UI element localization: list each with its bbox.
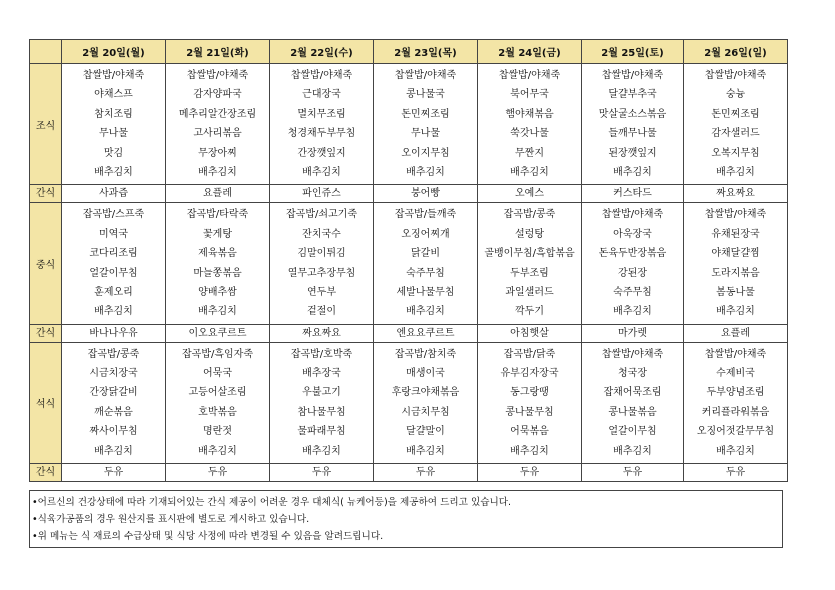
day-header: 2월 21일(화) <box>166 40 270 64</box>
menu-item: 된장깻잎지 <box>608 147 657 159</box>
menu-item: 배추김치 <box>510 445 549 457</box>
meal-row <box>30 203 788 324</box>
menu-item: 콩나물국 <box>406 89 445 101</box>
menu-item: 열무고추장무침 <box>287 267 356 279</box>
menu-item: 겉절이 <box>307 306 336 318</box>
menu-item: 배추김치 <box>406 306 445 318</box>
menu-item: 배추김치 <box>198 445 237 457</box>
menu-item: 두부조림 <box>510 267 549 279</box>
menu-item: 잡곡밥/쇠고기죽 <box>286 209 357 221</box>
meal-cell <box>478 203 582 324</box>
note-line: •어르신의 건강상태에 따라 기재되어있는 간식 제공이 어려운 경우 대체식( 뉴케어등)을 제공하여 드리고 있습니다. <box>32 497 512 508</box>
meal-label: 간식 <box>30 185 62 203</box>
meal-label: 간식 <box>30 324 62 342</box>
menu-item: 숙주무침 <box>406 267 445 279</box>
menu-item: 콩나물무침 <box>505 406 554 418</box>
menu-item: 잡곡밥/스프죽 <box>82 209 145 221</box>
menu-item: 배추김치 <box>302 166 341 178</box>
menu-item: 배추김치 <box>406 166 445 178</box>
meal-row <box>30 342 788 463</box>
meal-cell <box>166 342 270 463</box>
menu-item: 참치조림 <box>94 108 133 120</box>
menu-item: 북어무국 <box>510 89 549 101</box>
meal-cell <box>62 203 166 324</box>
menu-item: 간장닭갈비 <box>89 387 138 399</box>
menu-item: 잡곡밥/콩죽 <box>503 209 556 221</box>
menu-item: 얼갈이무침 <box>608 426 657 438</box>
menu-item: 잡곡밥/흑임자죽 <box>182 348 253 360</box>
menu-item: 간장깻잎지 <box>297 147 346 159</box>
day-header: 2월 20일(월) <box>62 40 166 64</box>
menu-item: 잡곡밥/호박죽 <box>290 348 353 360</box>
menu-item: 무장아찌 <box>198 147 237 159</box>
menu-item: 멸치무조림 <box>297 108 346 120</box>
menu-item: 돈민찌조림 <box>401 108 450 120</box>
menu-item: 김말이튀김 <box>297 248 346 260</box>
menu-item: 골뱅이무침/흑합볶음 <box>484 248 575 260</box>
snack-cell: 엔요요쿠르트 <box>374 324 478 342</box>
meal-cell <box>62 342 166 463</box>
menu-item: 얼갈이무침 <box>89 267 138 279</box>
note-line: •식육가공품의 경우 원산지를 표시판에 별도로 게시하고 있습니다. <box>32 514 310 525</box>
menu-item: 고등어살조림 <box>188 387 247 399</box>
menu-item: 두부양념조림 <box>706 387 765 399</box>
menu-item: 배추김치 <box>613 306 652 318</box>
menu-item: 배추김치 <box>302 445 341 457</box>
menu-item: 오징어젓갈무무침 <box>696 426 775 438</box>
menu-item: 배추김치 <box>198 306 237 318</box>
snack-cell: 두유 <box>166 464 270 482</box>
menu-item: 참나물무침 <box>297 406 346 418</box>
snack-cell: 두유 <box>582 464 684 482</box>
menu-item: 아욱장국 <box>613 228 652 240</box>
meal-label: 중식 <box>30 203 62 324</box>
meal-cell <box>62 64 166 185</box>
menu-item: 시금치장국 <box>89 368 138 380</box>
menu-item: 물파래무침 <box>297 426 346 438</box>
menu-item: 매생이국 <box>406 368 445 380</box>
menu-item: 야채달걀찜 <box>711 248 760 260</box>
menu-item: 맛김 <box>103 147 124 159</box>
menu-item: 배추김치 <box>94 166 133 178</box>
snack-cell: 마가렛 <box>582 324 684 342</box>
menu-item: 찹쌀밥/야채죽 <box>704 209 767 221</box>
menu-item: 쑥갓나물 <box>510 128 549 140</box>
menu-item: 돈육두반장볶음 <box>598 248 667 260</box>
snack-cell: 오예스 <box>478 185 582 203</box>
meal-label: 조식 <box>30 64 62 185</box>
menu-item: 유채된장국 <box>711 228 760 240</box>
meal-cell <box>478 342 582 463</box>
menu-item: 찹쌀밥/야채죽 <box>704 348 767 360</box>
meal-label: 간식 <box>30 464 62 482</box>
menu-item: 배추김치 <box>198 166 237 178</box>
menu-body <box>30 64 788 482</box>
snack-cell: 두유 <box>270 464 374 482</box>
menu-item: 배추장국 <box>302 368 341 380</box>
menu-item: 어묵국 <box>203 368 232 380</box>
menu-item: 야채스프 <box>94 89 133 101</box>
menu-item: 세발나물무침 <box>396 286 455 298</box>
menu-item: 도라지볶음 <box>711 267 760 279</box>
menu-item: 명란젓 <box>203 426 232 438</box>
meal-cell <box>270 203 374 324</box>
menu-item: 콩나물볶음 <box>608 406 657 418</box>
menu-item: 배추김치 <box>716 166 755 178</box>
menu-item: 잡곡밥/타락죽 <box>186 209 249 221</box>
menu-item: 무짠지 <box>515 147 544 159</box>
menu-item: 양배추쌈 <box>198 286 237 298</box>
menu-item: 잔치국수 <box>302 228 341 240</box>
notes-box <box>29 490 783 548</box>
menu-item: 후랑크야채볶음 <box>391 387 460 399</box>
meal-cell <box>684 64 788 185</box>
menu-item: 근대장국 <box>302 89 341 101</box>
menu-item: 찹쌀밥/야채죽 <box>82 70 145 81</box>
menu-item: 감자샐러드 <box>711 128 760 140</box>
menu-item: 배추김치 <box>94 445 133 457</box>
meal-cell <box>374 342 478 463</box>
menu-item: 숭늉 <box>725 89 746 101</box>
snack-cell: 짜요짜요 <box>684 185 788 203</box>
menu-item: 강된장 <box>618 267 647 279</box>
meal-cell <box>684 342 788 463</box>
menu-item: 찹쌀밥/야채죽 <box>498 70 561 81</box>
menu-item: 달걀말이 <box>406 426 445 438</box>
snack-row <box>30 324 788 342</box>
day-header: 2월 25일(토) <box>582 40 684 64</box>
menu-item: 오징어찌개 <box>401 228 450 240</box>
menu-item: 잡채어묵조림 <box>603 387 662 399</box>
snack-cell: 두유 <box>62 464 166 482</box>
menu-item: 잡곡밥/콩죽 <box>87 348 140 360</box>
menu-item: 찹쌀밥/야채죽 <box>704 70 767 81</box>
menu-item: 배추김치 <box>613 445 652 457</box>
menu-item: 호박볶음 <box>198 406 237 418</box>
meal-row <box>30 64 788 185</box>
day-header: 2월 22일(수) <box>270 40 374 64</box>
meal-cell <box>478 64 582 185</box>
snack-cell: 요플레 <box>684 324 788 342</box>
menu-item: 배추김치 <box>94 306 133 318</box>
menu-item: 깍두기 <box>515 306 544 318</box>
menu-item: 훈제오리 <box>94 286 133 298</box>
menu-item: 우불고기 <box>302 387 341 399</box>
menu-item: 잡곡밥/참치죽 <box>394 348 457 360</box>
day-header: 2월 26일(일) <box>684 40 788 64</box>
menu-item: 맛살굴소스볶음 <box>598 108 667 120</box>
menu-item: 돈민찌조림 <box>711 108 760 120</box>
note-line: •위 메뉴는 식 재료의 수급상태 및 식당 사정에 따라 변경될 수 있음을 알려드립니다. <box>32 531 384 542</box>
snack-row <box>30 185 788 203</box>
day-header: 2월 24일(금) <box>478 40 582 64</box>
snack-cell: 아침햇살 <box>478 324 582 342</box>
menu-item: 메추리알간장조림 <box>178 108 257 120</box>
menu-item: 닭갈비 <box>411 248 440 260</box>
menu-item: 배추김치 <box>613 166 652 178</box>
menu-item: 깨순볶음 <box>94 406 133 418</box>
meal-cell <box>582 203 684 324</box>
menu-item: 찹쌀밥/야채죽 <box>601 209 664 221</box>
menu-item: 찹쌀밥/야채죽 <box>394 70 457 81</box>
menu-item: 코다리조림 <box>89 248 138 260</box>
menu-item: 미역국 <box>99 228 128 240</box>
header-corner <box>30 40 62 64</box>
meal-cell <box>270 342 374 463</box>
menu-item: 연두부 <box>307 286 336 298</box>
menu-item: 햄야채볶음 <box>505 108 554 120</box>
snack-cell: 두유 <box>684 464 788 482</box>
menu-item: 배추김치 <box>716 445 755 457</box>
snack-cell: 커스타드 <box>582 185 684 203</box>
snack-cell: 파인쥬스 <box>270 185 374 203</box>
menu-item: 찹쌀밥/야채죽 <box>601 70 664 81</box>
menu-item: 배추김치 <box>406 445 445 457</box>
menu-item: 무나물 <box>99 128 128 140</box>
meal-cell <box>684 203 788 324</box>
menu-item: 찹쌀밥/야채죽 <box>601 348 664 360</box>
menu-item: 잡곡밥/들깨죽 <box>394 209 457 221</box>
meal-cell <box>582 342 684 463</box>
menu-item: 유부김자장국 <box>500 368 559 380</box>
menu-item: 감자양파국 <box>193 89 242 101</box>
snack-cell: 요플레 <box>166 185 270 203</box>
menu-item: 마늘쫑볶음 <box>193 267 242 279</box>
menu-item: 숙주무침 <box>613 286 652 298</box>
menu-item: 오이지무침 <box>401 147 450 159</box>
menu-item: 꽃게탕 <box>203 228 232 240</box>
meal-cell <box>374 203 478 324</box>
menu-item: 배추김치 <box>716 306 755 318</box>
menu-item: 동그랑땡 <box>510 387 549 399</box>
menu-item: 커리플라워볶음 <box>701 406 770 418</box>
menu-item: 설렁탕 <box>515 228 544 240</box>
menu-item: 제육볶음 <box>198 248 237 260</box>
weekly-menu-table <box>29 39 788 482</box>
snack-cell: 사과즙 <box>62 185 166 203</box>
menu-item: 달걀부추국 <box>608 89 657 101</box>
snack-row <box>30 464 788 482</box>
menu-item: 오복지무침 <box>711 147 760 159</box>
menu-item: 잡곡밥/닭죽 <box>503 348 556 360</box>
snack-cell: 붕어빵 <box>374 185 478 203</box>
menu-item: 무나물 <box>411 128 440 140</box>
header-row <box>30 40 788 64</box>
menu-item: 찹쌀밥/야채죽 <box>290 70 353 81</box>
menu-item: 청경채두부무침 <box>287 128 356 140</box>
menu-item: 들깨무나물 <box>608 128 657 140</box>
meal-cell <box>166 203 270 324</box>
snack-cell: 두유 <box>374 464 478 482</box>
menu-item: 짜사이무침 <box>89 426 138 438</box>
day-header: 2월 23일(목) <box>374 40 478 64</box>
menu-item: 어묵볶음 <box>510 426 549 438</box>
menu-item: 과일샐러드 <box>505 286 554 298</box>
meal-cell <box>166 64 270 185</box>
menu-item: 고사리볶음 <box>193 128 242 140</box>
menu-item: 시금치무침 <box>401 406 450 418</box>
menu-item: 봄동나물 <box>716 286 755 298</box>
snack-cell: 두유 <box>478 464 582 482</box>
snack-cell: 바나나우유 <box>62 324 166 342</box>
meal-label: 석식 <box>30 342 62 463</box>
meal-cell <box>582 64 684 185</box>
snack-cell: 짜요짜요 <box>270 324 374 342</box>
meal-cell <box>374 64 478 185</box>
snack-cell: 이오요쿠르트 <box>166 324 270 342</box>
menu-item: 찹쌀밥/야채죽 <box>186 70 249 81</box>
menu-item: 청국장 <box>618 368 647 380</box>
meal-cell <box>270 64 374 185</box>
menu-item: 배추김치 <box>510 166 549 178</box>
menu-item: 수제비국 <box>716 368 755 380</box>
